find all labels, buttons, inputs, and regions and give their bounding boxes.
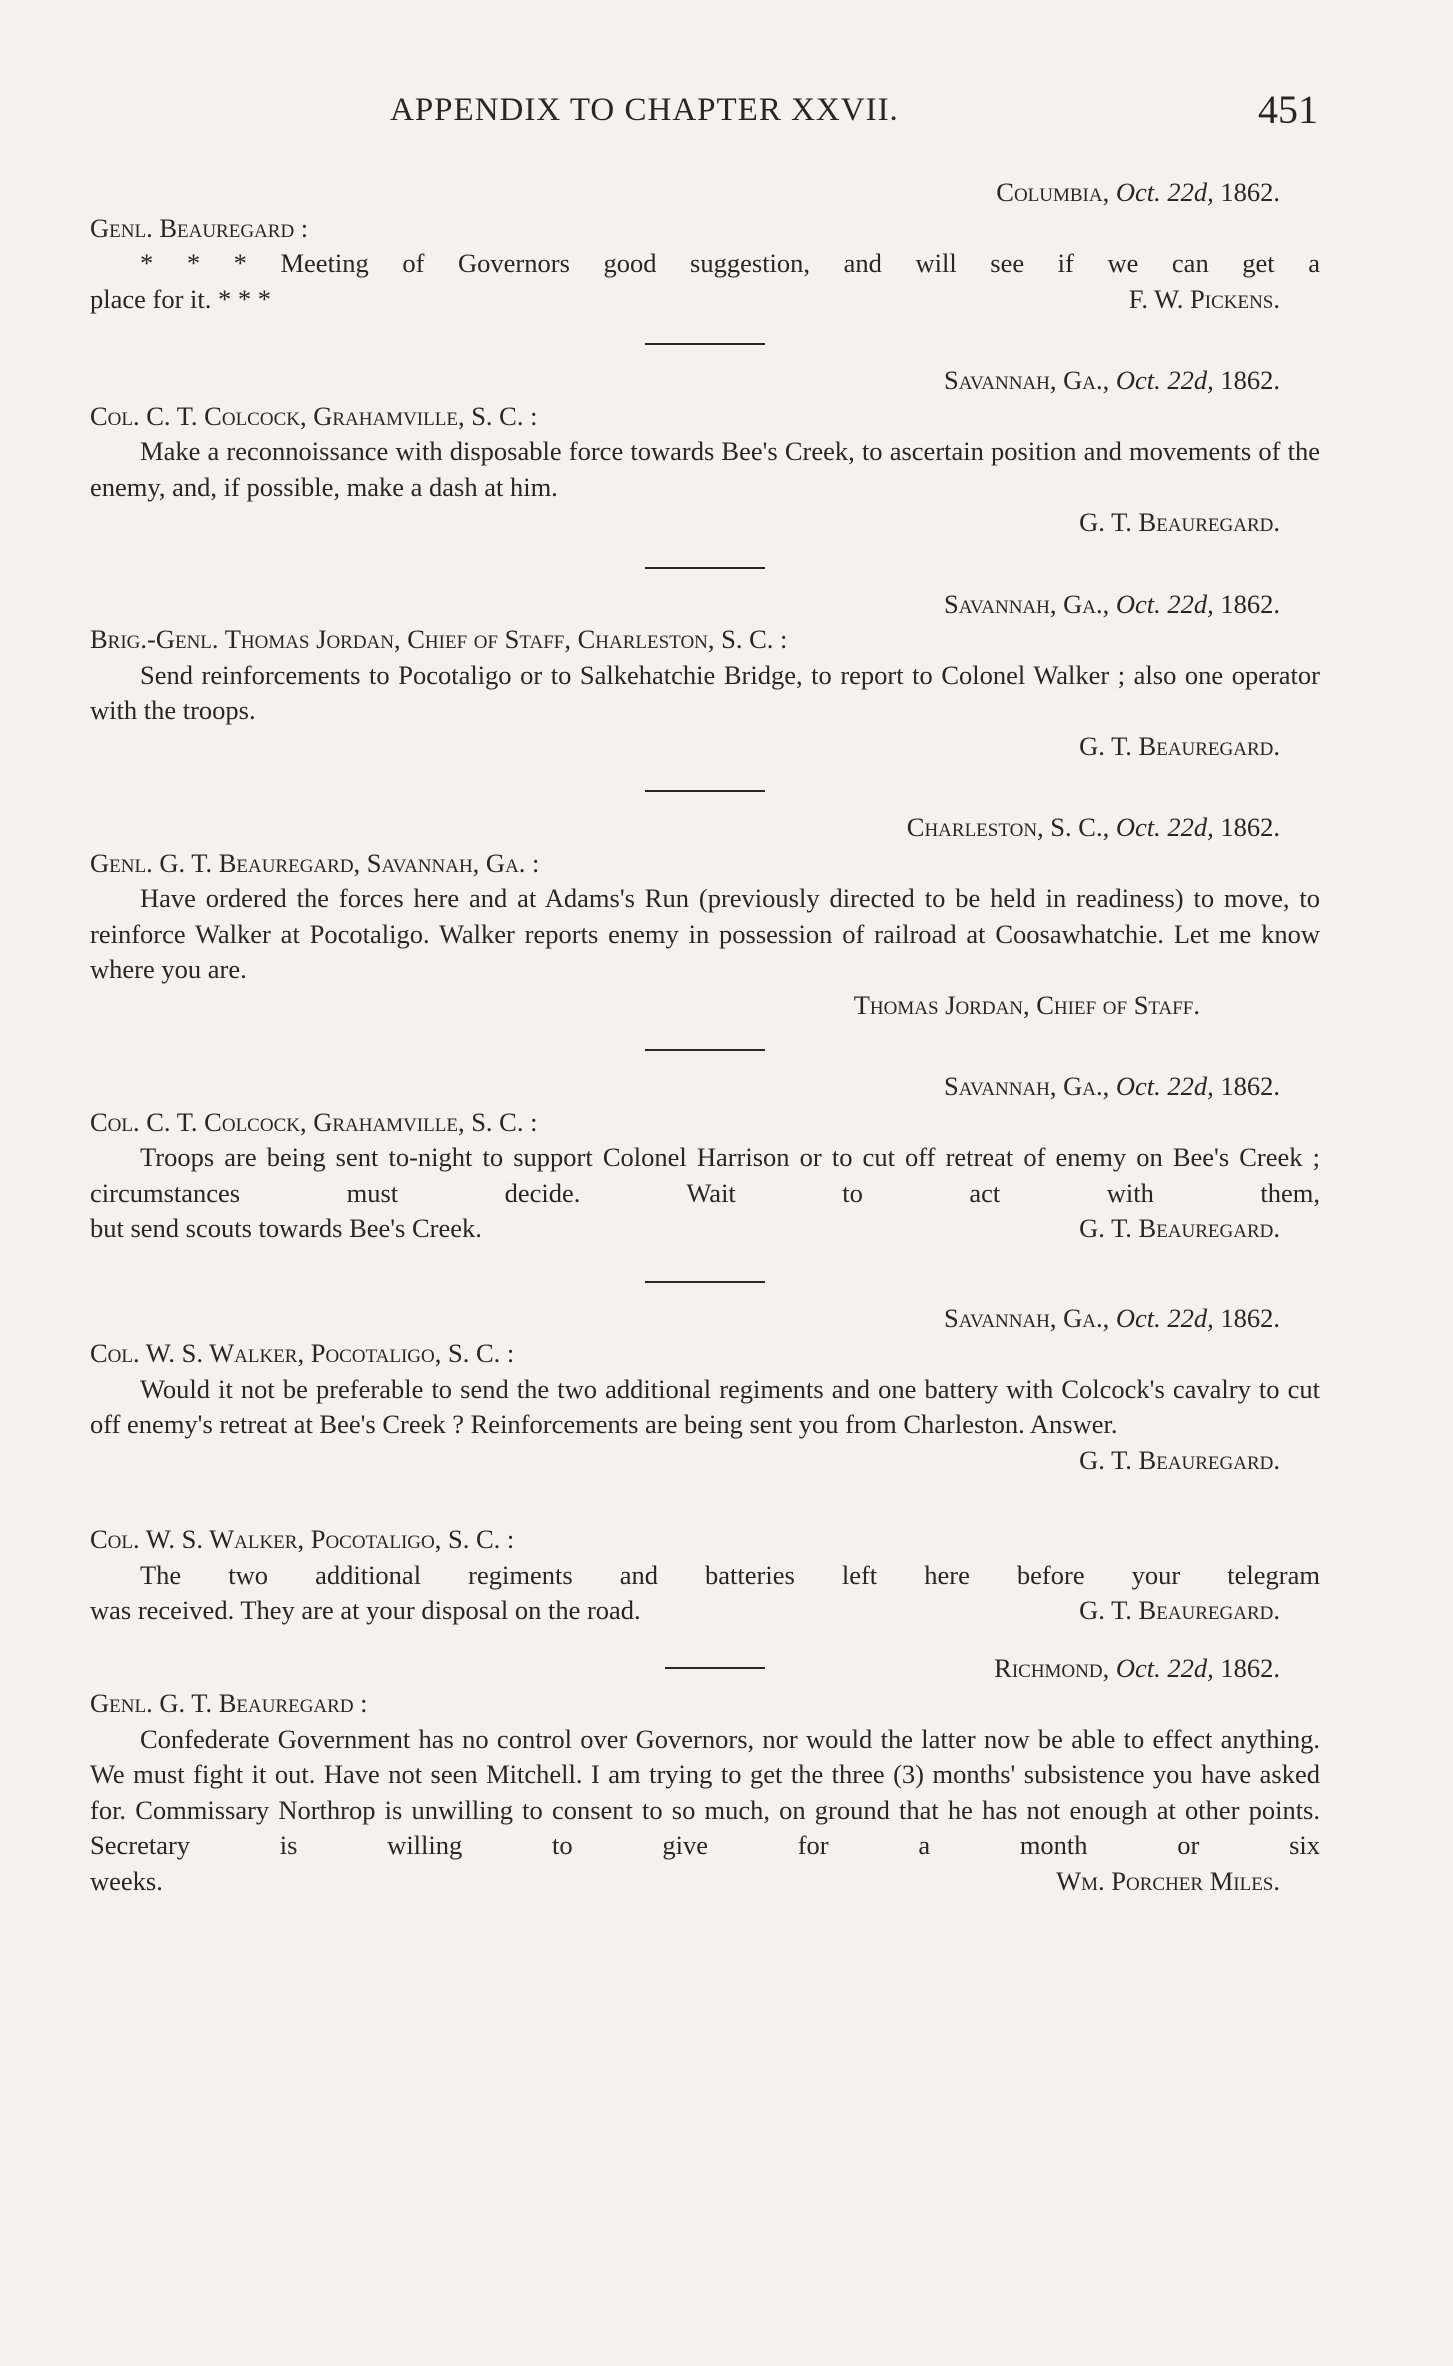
telegram: [90, 363, 1320, 541]
separator-rule: [645, 567, 765, 569]
addressee: Col. C. T. Colcock, Grahamville, S. C. :: [90, 1106, 538, 1137]
closing-line: weeks. Wm. Porcher Miles.: [90, 1864, 1320, 1900]
separator-rule: [665, 1667, 765, 1669]
closing-line: but send scouts towards Bee's Creek. G. T. Beauregard.: [90, 1211, 1320, 1247]
addressee: Col. C. T. Colcock, Grahamville, S. C. :: [90, 400, 538, 431]
page-text: [90, 175, 1320, 1899]
message-body: Confederate Government has no control over Governors, nor would the latter now be able to effect anything. We must fight it out. Have not seen Mitchell. I am trying to get the three (3) months' subsistence you have asked for. Commissary Northrop is unwilling to consent to so much, on ground that he has not enough at other points. Secretary is willing to give for a month or six: [90, 1723, 1320, 1860]
dateline: Savannah, Ga., Oct. 22d, 1862.: [943, 365, 1280, 395]
addressee: Genl. G. T. Beauregard :: [90, 1688, 368, 1718]
message-body: * * * Meeting of Governors good suggestion, and will see if we can get a: [140, 248, 1320, 278]
addressee: Col. W. S. Walker, Pocotaligo, S. C. :: [90, 1524, 515, 1554]
running-head: APPENDIX TO CHAPTER XXVII.: [390, 92, 899, 128]
separator-rule: [645, 1281, 765, 1283]
addressee: Col. W. S. Walker, Pocotaligo, S. C. :: [90, 1338, 515, 1368]
signature: Thomas Jordan, Chief of Staff.: [853, 989, 1200, 1020]
telegram: [90, 1301, 1320, 1479]
page-number: 451: [1258, 87, 1318, 132]
telegram: [90, 1522, 1320, 1629]
message-body: Would it not be preferable to send the two additional regiments and one battery with Colcock's cavalry to cut off enemy's retreat at Bee's Creek ? Reinforcements are being sent you from Charleston. Answer.: [90, 1373, 1320, 1439]
addressee: Genl. Beauregard :: [90, 212, 309, 243]
signature: G. T. Beauregard.: [1079, 730, 1280, 761]
signature: F. W. Pickens.: [1128, 283, 1280, 314]
message-body: Have ordered the forces here and at Adams's Run (previously directed to be held in readiness) to move, to reinforce Walker at Pocotaligo. Walker reports enemy in possession of railroad at Coosawhatchie. Let me know where you are.: [90, 883, 1320, 984]
dateline: Savannah, Ga., Oct. 22d, 1862.: [943, 1302, 1280, 1333]
telegram: [90, 1069, 1320, 1247]
separator-rule: [645, 790, 765, 792]
closing-line: place for it. * * * F. W. Pickens.: [90, 282, 1320, 318]
telegram: [90, 175, 1320, 317]
dateline: Savannah, Ga., Oct. 22d, 1862.: [943, 1071, 1280, 1101]
closing-line: was received. They are at your disposal on the road. G. T. Beauregard.: [90, 1593, 1320, 1629]
message-body: The two additional regiments and batteries left here before your telegram: [140, 1559, 1320, 1590]
message-body: Make a reconnoissance with disposable force towards Bee's Creek, to ascertain position and movements of the enemy, and, if possible, make a dash at him.: [90, 436, 1320, 502]
dateline: Richmond, Oct. 22d, 1862.: [90, 1651, 1320, 1687]
signature: Wm. Porcher Miles.: [1056, 1865, 1280, 1896]
dateline: Savannah, Ga., Oct. 22d, 1862.: [943, 588, 1280, 619]
message-body: Send reinforcements to Pocotaligo or to Salkehatchie Bridge, to report to Colonel Walker ; also one operator with the troops.: [90, 659, 1320, 725]
message-body: Troops are being sent to-night to support Colonel Harrison or to cut off retreat of enemy on Bee's Creek ; circumstances must decide. Wait to act with them,: [90, 1142, 1320, 1208]
signature: G. T. Beauregard.: [1079, 1213, 1280, 1243]
separator-rule: [645, 1049, 765, 1051]
signature: G. T. Beauregard.: [1079, 1595, 1280, 1625]
signature: G. T. Beauregard.: [1079, 507, 1280, 537]
addressee: Genl. G. T. Beauregard, Savannah, Ga. :: [90, 847, 540, 878]
addressee: Brig.-Genl. Thomas Jordan, Chief of Staff, Charleston, S. C. :: [90, 624, 788, 654]
signature: G. T. Beauregard.: [1079, 1444, 1280, 1475]
telegram: [90, 1651, 1320, 1900]
dateline: Charleston, S. C., Oct. 22d, 1862.: [906, 812, 1280, 842]
telegram: [90, 587, 1320, 765]
separator-rule: [645, 343, 765, 345]
telegram: [90, 810, 1320, 1023]
dateline: Columbia, Oct. 22d, 1862.: [996, 177, 1280, 207]
page-header: [90, 80, 1330, 150]
